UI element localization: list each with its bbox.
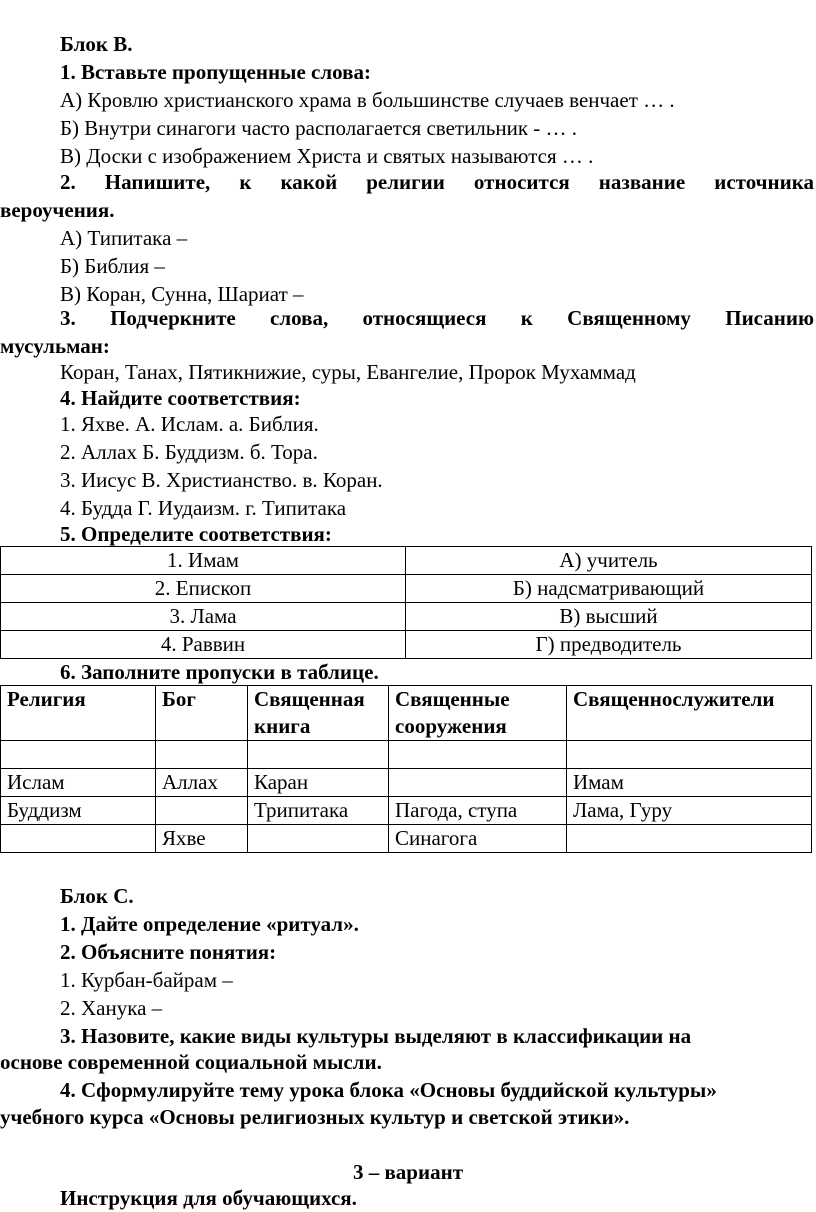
- q4-item-2: 2. Аллах Б. Буддизм. б. Тора.: [60, 440, 318, 464]
- table-cell: Синагога: [389, 825, 567, 853]
- header-religion: Религия: [1, 686, 156, 741]
- table-cell: [1, 741, 156, 769]
- table-row: [1, 825, 812, 853]
- table-row: [1, 631, 812, 659]
- table-cell: [567, 741, 812, 769]
- q4-item-1: 1. Яхве. А. Ислам. а. Библия.: [60, 412, 319, 436]
- c-q3-line2: основе современной социальной мысли.: [0, 1050, 382, 1074]
- header-holy-book: Священная книга: [248, 686, 389, 741]
- table-cell: В) высший: [406, 603, 812, 631]
- q2-item-b: Б) Библия –: [60, 254, 165, 278]
- table-cell: 3. Лама: [1, 603, 406, 631]
- table-cell: Лама, Гуру: [567, 797, 812, 825]
- q4-item-3: 3. Иисус В. Христианство. в. Коран.: [60, 468, 383, 492]
- q2-item-a: А) Типитака –: [60, 226, 188, 250]
- table-row: [1, 741, 812, 769]
- table-cell: 4. Раввин: [1, 631, 406, 659]
- c-q3-line1: 3. Назовите, какие виды культуры выделяют в классификации на: [60, 1024, 692, 1048]
- block-b-title: Блок В.: [60, 32, 133, 56]
- table-cell: [156, 797, 248, 825]
- table-cell: [248, 741, 389, 769]
- table-cell: [156, 741, 248, 769]
- q1-item-a: А) Кровлю христианского храма в большинстве случаев венчает … .: [60, 88, 675, 112]
- table-cell: Г) предводитель: [406, 631, 812, 659]
- q2-title-line2: вероучения.: [0, 198, 115, 222]
- c-q4-line2: учебного курса «Основы религиозных культур и светской этики».: [0, 1105, 630, 1129]
- q4-item-4: 4. Будда Г. Иудаизм. г. Типитака: [60, 496, 347, 520]
- table-cell: А) учитель: [406, 547, 812, 575]
- q1-item-c: В) Доски с изображением Христа и святых называются … .: [60, 144, 594, 168]
- header-god: Бог: [156, 686, 248, 741]
- table-cell: Трипитака: [248, 797, 389, 825]
- c-q2-item-2: 2. Ханука –: [60, 996, 163, 1020]
- q3-title-line1: 3. Подчеркните слова, относящиеся к Священному Писанию: [60, 306, 814, 330]
- q6-table: [0, 685, 812, 853]
- q3-title-line2: мусульман:: [0, 334, 110, 358]
- q5-table: [0, 546, 812, 659]
- table-cell: 1. Имам: [1, 547, 406, 575]
- c-q2-title: 2. Объясните понятия:: [60, 940, 277, 964]
- table-cell: [248, 825, 389, 853]
- q2-item-c: В) Коран, Сунна, Шариат –: [60, 282, 304, 306]
- table-row: [1, 603, 812, 631]
- q1-item-b: Б) Внутри синагоги часто располагается светильник - … .: [60, 116, 578, 140]
- table-cell: Имам: [567, 769, 812, 797]
- table-cell: 2. Епископ: [1, 575, 406, 603]
- table-cell: Каран: [248, 769, 389, 797]
- table-row: [1, 797, 812, 825]
- q2-title-line1: 2. Напишите, к какой религии относится название источника: [60, 170, 814, 194]
- q3-words: Коран, Танах, Пятикнижие, суры, Евангелие, Пророк Мухаммад: [60, 360, 636, 384]
- table-row: [1, 769, 812, 797]
- table-cell: Пагода, ступа: [389, 797, 567, 825]
- instruction-heading: Инструкция для обучающихся.: [60, 1186, 357, 1210]
- q6-title: 6. Заполните пропуски в таблице.: [60, 660, 379, 684]
- table-cell: [1, 825, 156, 853]
- table-row: [1, 547, 812, 575]
- c-q2-item-1: 1. Курбан-байрам –: [60, 968, 233, 992]
- table-cell: Буддизм: [1, 797, 156, 825]
- header-holy-buildings: Священные сооружения: [389, 686, 567, 741]
- block-c-title: Блок С.: [60, 884, 134, 908]
- table-header-row: [1, 686, 812, 741]
- c-q1: 1. Дайте определение «ритуал».: [60, 912, 359, 936]
- table-cell: [389, 741, 567, 769]
- q4-title: 4. Найдите соответствия:: [60, 386, 301, 410]
- q5-title: 5. Определите соответствия:: [60, 522, 332, 546]
- header-clergy: Священнослужители: [567, 686, 812, 741]
- c-q4-line1: 4. Сформулируйте тему урока блока «Основы буддийской культуры»: [60, 1078, 717, 1102]
- q1-title: 1. Вставьте пропущенные слова:: [60, 60, 371, 84]
- table-cell: Яхве: [156, 825, 248, 853]
- table-row: [1, 575, 812, 603]
- variant-heading: 3 – вариант: [352, 1160, 464, 1184]
- table-cell: Ислам: [1, 769, 156, 797]
- table-cell: [567, 825, 812, 853]
- table-cell: [389, 769, 567, 797]
- table-cell: Аллах: [156, 769, 248, 797]
- table-cell: Б) надсматривающий: [406, 575, 812, 603]
